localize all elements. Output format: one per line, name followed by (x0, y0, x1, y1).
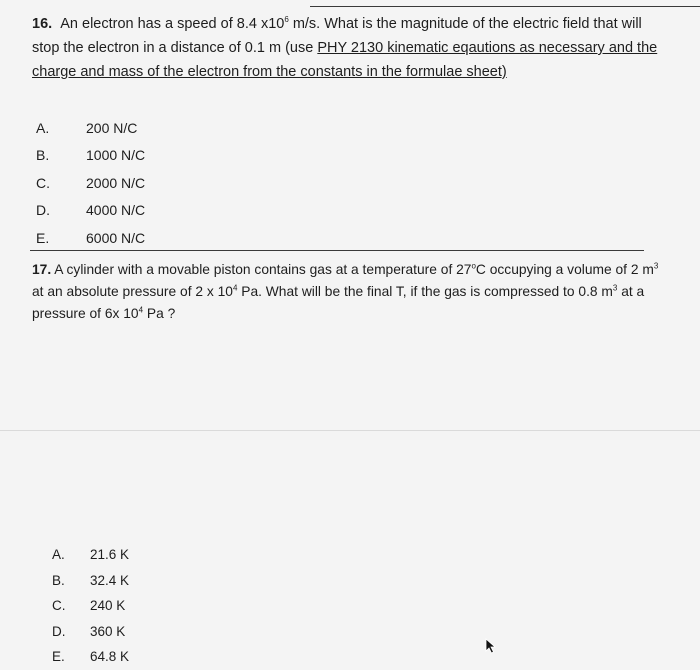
option-16-a[interactable] (36, 114, 145, 142)
question-16-text-line2-underlined: PHY 2130 kinematic eqautions as necessary and the (317, 40, 658, 56)
page-break-line (0, 430, 700, 431)
option-17-e[interactable] (52, 644, 129, 670)
question-17-text-3: at an absolute pressure of 2 x 10 (32, 284, 233, 299)
option-letter: B. (52, 572, 65, 588)
question-16-text-line1b: m/s. What is the magnitude of the electric field that will (288, 16, 642, 32)
option-text: 240 K (90, 598, 126, 614)
question-17-text-5: at a pressure of 6x 10 (32, 284, 645, 321)
question-17-text-1: A cylinder with a movable piston contains gas at a temperature of 27 (51, 262, 472, 277)
option-letter: D. (36, 202, 50, 219)
question-17-number: 17. (32, 262, 52, 277)
mouse-pointer-icon (485, 638, 497, 654)
exponent-superscript: 4 (232, 283, 238, 293)
option-text: 200 N/C (86, 119, 138, 136)
option-17-d[interactable] (52, 619, 129, 645)
option-letter: A. (36, 119, 50, 136)
option-letter: E. (36, 229, 50, 246)
option-16-c[interactable] (36, 169, 145, 197)
question-17-options (52, 542, 129, 670)
question-16-exponent: 6 (284, 15, 289, 25)
option-text: 6000 N/C (86, 229, 146, 246)
option-17-a[interactable] (52, 542, 129, 568)
option-16-b[interactable] (36, 142, 145, 170)
option-text: 1000 N/C (86, 147, 146, 164)
option-17-b[interactable] (52, 568, 129, 594)
option-letter: A. (52, 547, 65, 563)
degree-superscript: o (471, 261, 476, 271)
cubic-superscript: 3 (653, 261, 659, 271)
question-16-text-line1a: An electron has a speed of 8.4 x10 (60, 16, 285, 32)
option-letter: B. (36, 147, 50, 164)
option-letter: C. (36, 174, 50, 191)
option-17-c[interactable] (52, 593, 129, 619)
option-16-d[interactable] (36, 197, 145, 225)
option-letter: E. (52, 649, 65, 665)
cubic-superscript: 3 (612, 283, 618, 293)
question-16-options (36, 114, 145, 252)
option-text: 32.4 K (90, 572, 130, 588)
top-divider (310, 6, 700, 7)
question-17 (32, 259, 672, 325)
option-text: 4000 N/C (86, 202, 146, 219)
question-divider (30, 250, 644, 251)
option-letter: D. (52, 623, 66, 639)
option-text: 64.8 K (90, 649, 130, 665)
option-text: 21.6 K (90, 547, 130, 563)
question-17-text-4: Pa. What will be the final T, if the gas is compressed to 0.8 m (237, 284, 613, 299)
question-16-text-line3-underlined: charge and mass of the electron from the constants in the formulae sheet) (32, 64, 507, 80)
question-16 (32, 12, 662, 84)
question-16-number: 16. (32, 16, 53, 32)
option-text: 360 K (90, 623, 126, 639)
exponent-superscript: 4 (138, 305, 144, 315)
question-16-text-line2a: stop the electron in a distance of 0.1 m (use (32, 40, 318, 56)
option-text: 2000 N/C (86, 174, 146, 191)
option-16-e[interactable] (36, 224, 145, 252)
option-letter: C. (52, 598, 66, 614)
question-17-text-6: Pa ? (143, 306, 176, 321)
question-17-text-2: C occupying a volume of 2 m (475, 262, 654, 277)
